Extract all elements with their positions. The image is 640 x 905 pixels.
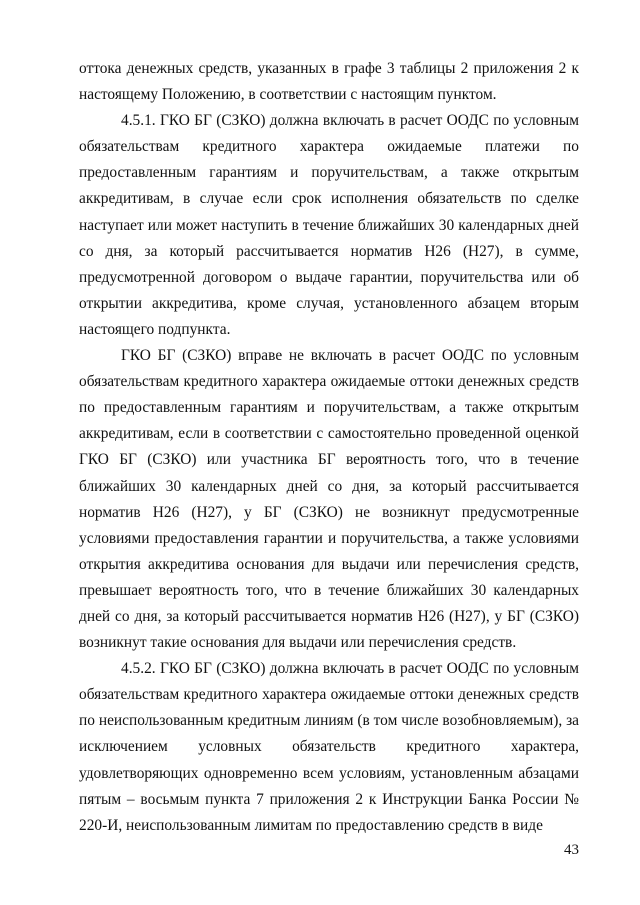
paragraph-continuation: оттока денежных средств, указанных в графе 3 таблицы 2 приложения 2 к настоящему Положению, в соответствии с настоящим пунктом. bbox=[79, 60, 579, 104]
paragraph-4-5-2: 4.5.2. ГКО БГ (СЗКО) должна включать в расчет ООДС по условным обязательствам кредитного характера ожидаемые оттоки денежных средств по неиспользованным кредитным линиям (в том числе возобновляемым), за исключением условных обязательств кредитного характера, удовлетворяющих одновременно всем условиям, установленным абзацами пятым – восьмым пункта 7 приложения 2 к Инструкции Банка России № 220-И, неиспользованным лимитам по предоставлению средств в виде bbox=[79, 660, 579, 834]
paragraph-4-5-1: 4.5.1. ГКО БГ (СЗКО) должна включать в расчет ООДС по условным обязательствам кредитного характера ожидаемые платежи по предоставленным гарантиям и поручительствам, а также открытым аккредитивам, в случае если срок исполнения обязательств по сделке наступает или может наступить в течение ближайших 30 календарных дней со дня, за который рассчитывается норматив Н26 (Н27), в сумме, предусмотренной договором о выдаче гарантии, поручительства или об открытии аккредитива, кроме случая, установленного абзацем вторым настоящего подпункта. bbox=[79, 112, 579, 338]
paragraph-gko-exemption: ГКО БГ (СЗКО) вправе не включать в расчет ООДС по условным обязательствам кредитного характера ожидаемые оттоки денежных средств по предоставленным гарантиям и поручительствам, а также открытым аккредитивам, если в соответствии с самостоятельно проведенной оценкой ГКО БГ (СЗКО) или участника БГ вероятность того, что в течение ближайших 30 календарных дней со дня, за который рассчитывается норматив Н26 (Н27), у БГ (СЗКО) не возникнут предусмотренные условиями предоставления гарантии и поручительства, а также условиями открытия аккредитива основания для выдачи или перечисления средств, превышает вероятность того, что в течение ближайших 30 календарных дней со дня, за который рассчитывается норматив Н26 (Н27), у БГ (СЗКО) возникнут такие основания для выдачи или перечисления средств. bbox=[79, 347, 579, 652]
document-page bbox=[79, 56, 579, 839]
page-number: 43 bbox=[564, 842, 579, 858]
